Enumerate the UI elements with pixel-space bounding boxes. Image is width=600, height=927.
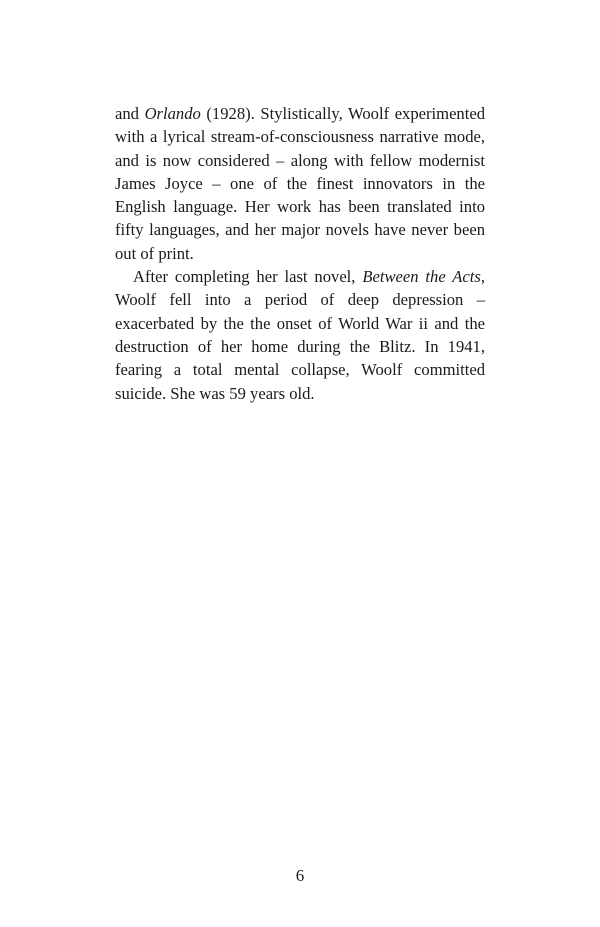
text-run: , Woolf fell into a period of deep depression – exacerbated by the the onset of World War (115, 267, 485, 333)
paragraph-2 (115, 265, 485, 405)
text-run: After completing her last novel, (133, 267, 363, 287)
text-run: and the destruction of her home during the Blitz. In 1941, fearing a total mental collapse, Woolf committed suicide. She was 59 years old. (115, 313, 485, 403)
page-number: 6 (295, 866, 305, 885)
book-title-between-the-acts: Between the Acts (362, 267, 481, 287)
text-run: (1928). Stylistically, Woolf experimented with a lyrical stream-of-consciousness narrative mode, and is now considered – along with fellow modernist James Joyce – one of the finest innovators in the English language. Her work has been translated into fifty languages, and her major novels have never been out of print. (115, 104, 485, 263)
body-text (115, 102, 485, 405)
text-run: ii (418, 313, 429, 333)
text-run: and (115, 104, 145, 123)
paragraph-1 (115, 102, 485, 265)
book-title-orlando: Orlando (144, 104, 201, 123)
